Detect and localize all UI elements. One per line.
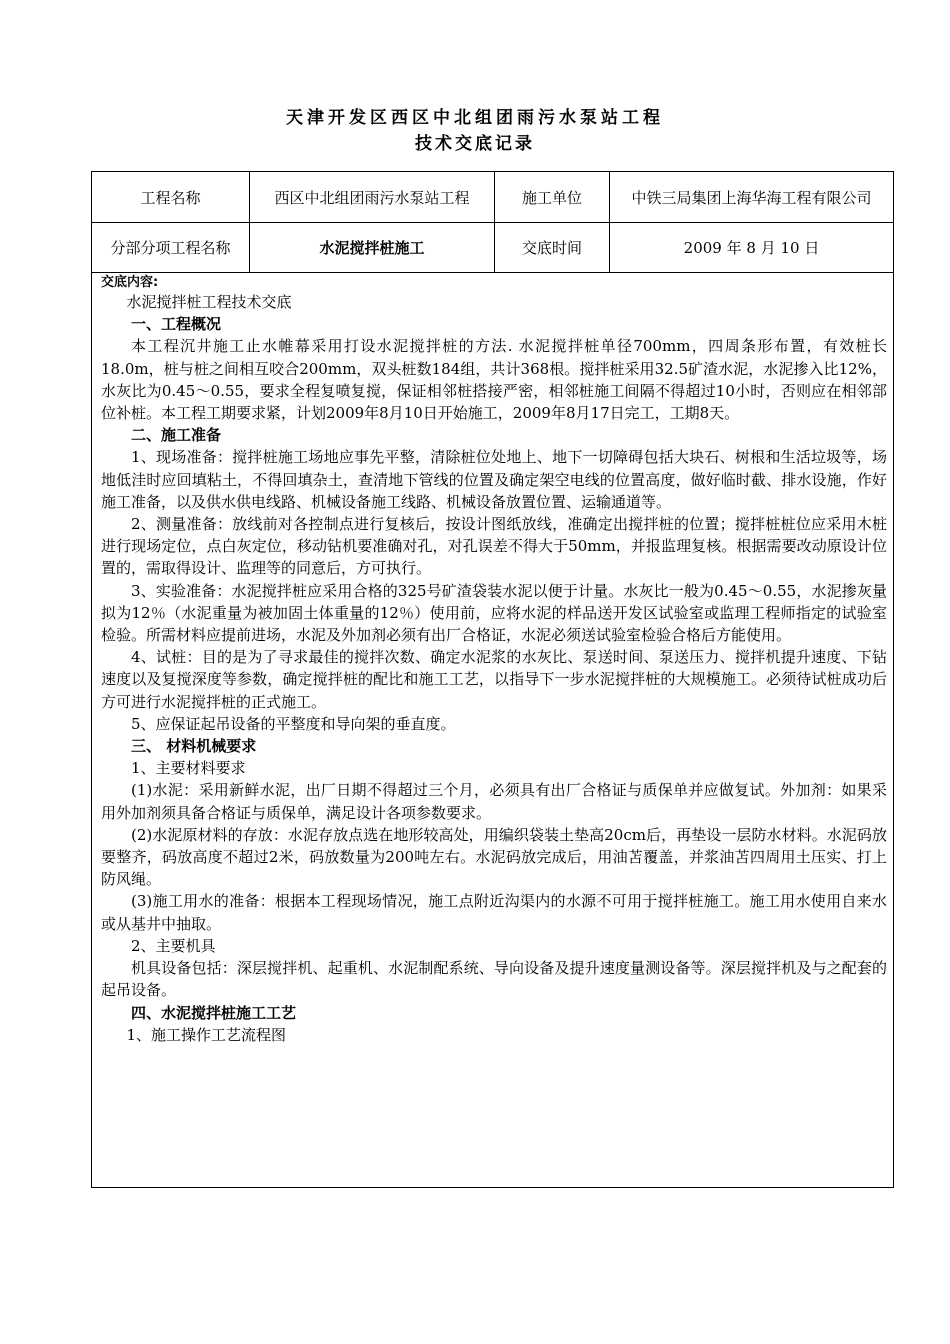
paragraph: 本工程沉井施工止水帷幕采用打设水泥搅拌桩的方法. 水泥搅拌桩单径700mm，四周条形布置，有效桩长18.0m，桩与桩之间相互咬合200mm，双头桩数184组，共计368根。搅拌桩采用32.5矿渣水泥，水泥掺入比12%，水灰比为0.45～0.55，要求全程复喷复搅，保证相邻桩搭接严密，相邻桩施工间隔不得超过10小时，否则应在相邻部位补桩。本工程工期要求紧，计划2009年8月10日开始施工，2009年8月17日完工，工期8天。 (101, 337, 887, 423)
section-heading: 四、水泥搅拌桩施工工艺 (131, 1003, 297, 1022)
document-subtitle: 技术交底记录 (415, 134, 535, 154)
briefing-content (101, 275, 887, 1046)
paragraph: 4、试桩：目的是为了寻求最佳的搅拌次数、确定水泥浆的水灰比、泵送时间、泵送压力、搅拌机提升速度、下钻速度以及复搅深度等参数，确定搅拌桩的配比和施工工艺，以指导下一步水泥搅拌桩的大规模施工。必须待试桩成功后方可进行水泥搅拌桩的正式施工。 (101, 648, 887, 711)
project-name-label: 工程名称 (140, 188, 201, 207)
paragraph: 3、实验准备：水泥搅拌桩应采用合格的325号矿渣袋装水泥以便于计量。水灰比一般为0.45～0.55，水泥掺灰量拟为12％（水泥重量为被加固土体重量的12％）使用前，应将水泥的样品送开发区试验室或监理工程师指定的试验室检验。所需材料应提前进场，水泥及外加剂必须有出厂合格证，水泥必须送试验室检验合格后方能使用。 (101, 581, 887, 645)
section-heading: 二、施工准备 (131, 426, 222, 445)
row-divider (92, 272, 893, 273)
subsection-heading: 1、施工操作工艺流程图 (126, 1025, 287, 1044)
section-heading: 一、工程概况 (131, 315, 222, 334)
document-title: 天津开发区西区中北组团雨污水泵站工程 (286, 108, 664, 128)
record-table (91, 171, 894, 1188)
subsection-heading: 1、主要材料要求 (131, 759, 246, 778)
contractor-label: 施工单位 (521, 188, 582, 207)
project-name-value: 西区中北组团雨污水泵站工程 (274, 188, 470, 207)
subsection-heading: 2、主要机具 (131, 936, 216, 955)
contractor-value: 中铁三局集团上海华海工程有限公司 (631, 188, 872, 207)
content-label: 交底内容: (101, 275, 159, 290)
content-intro: 水泥搅拌桩工程技术交底 (126, 293, 292, 311)
paragraph: 2、测量准备：放线前对各控制点进行复核后，按设计图纸放线，准确定出搅拌桩的位置；搅拌桩桩位应采用木桩进行现场定位，点白灰定位，移动钻机要准确对孔，对孔误差不得大于50mm，并报监理复核。根据需要改动原设计位置的，需取得设计、监理等的同意后，方可执行。 (101, 515, 887, 578)
paragraph: 机具设备包括：深层搅拌机、起重机、水泥制配系统、导向设备及提升速度量测设备等。深层搅拌机及与之配套的起吊设备。 (101, 959, 887, 1000)
sub-project-value: 水泥搅拌桩施工 (319, 238, 425, 257)
paragraph: (3)施工用水的准备：根据本工程现场情况，施工点附近沟渠内的水源不可用于搅拌桩施工。施工用水使用自来水或从基井中抽取。 (101, 892, 887, 933)
sub-project-label: 分部分项工程名称 (110, 238, 231, 257)
paragraph: 1、现场准备：搅拌桩施工场地应事先平整，清除桩位处地上、地下一切障碍包括大块石、树根和生活垃圾等，场地低洼时应回填粘土，不得回填杂土，查清地下管线的位置及确定架空电线的位置高度，做好临时截、排水设施，作好施工准备，以及供水供电线路、机械设备施工线路、机械设备放置位置、运输通道等。 (101, 448, 887, 511)
briefing-date-value: 2009 年 8 月 10 日 (683, 238, 820, 257)
section-heading: 三、 材料机械要求 (131, 737, 257, 756)
briefing-date-label: 交底时间 (521, 238, 582, 257)
paragraph: 5、应保证起吊设备的平整度和导向架的垂直度。 (131, 714, 456, 733)
paragraph: (1)水泥：采用新鲜水泥，出厂日期不得超过三个月，必须具有出厂合格证与质保单并应做复试。外加剂：如果采用外加剂须具备合格证与质保单，满足设计各项参数要求。 (101, 781, 887, 822)
paragraph: (2)水泥原材料的存放：水泥存放点选在地形较高处，用编织袋装土垫高20cm后，再垫设一层防水材料。水泥码放要整齐，码放高度不超过2米，码放数量为200吨左右。水泥码放完成后，用油苫覆盖，并浆油苫四周用土压实、打上防风绳。 (101, 825, 887, 889)
